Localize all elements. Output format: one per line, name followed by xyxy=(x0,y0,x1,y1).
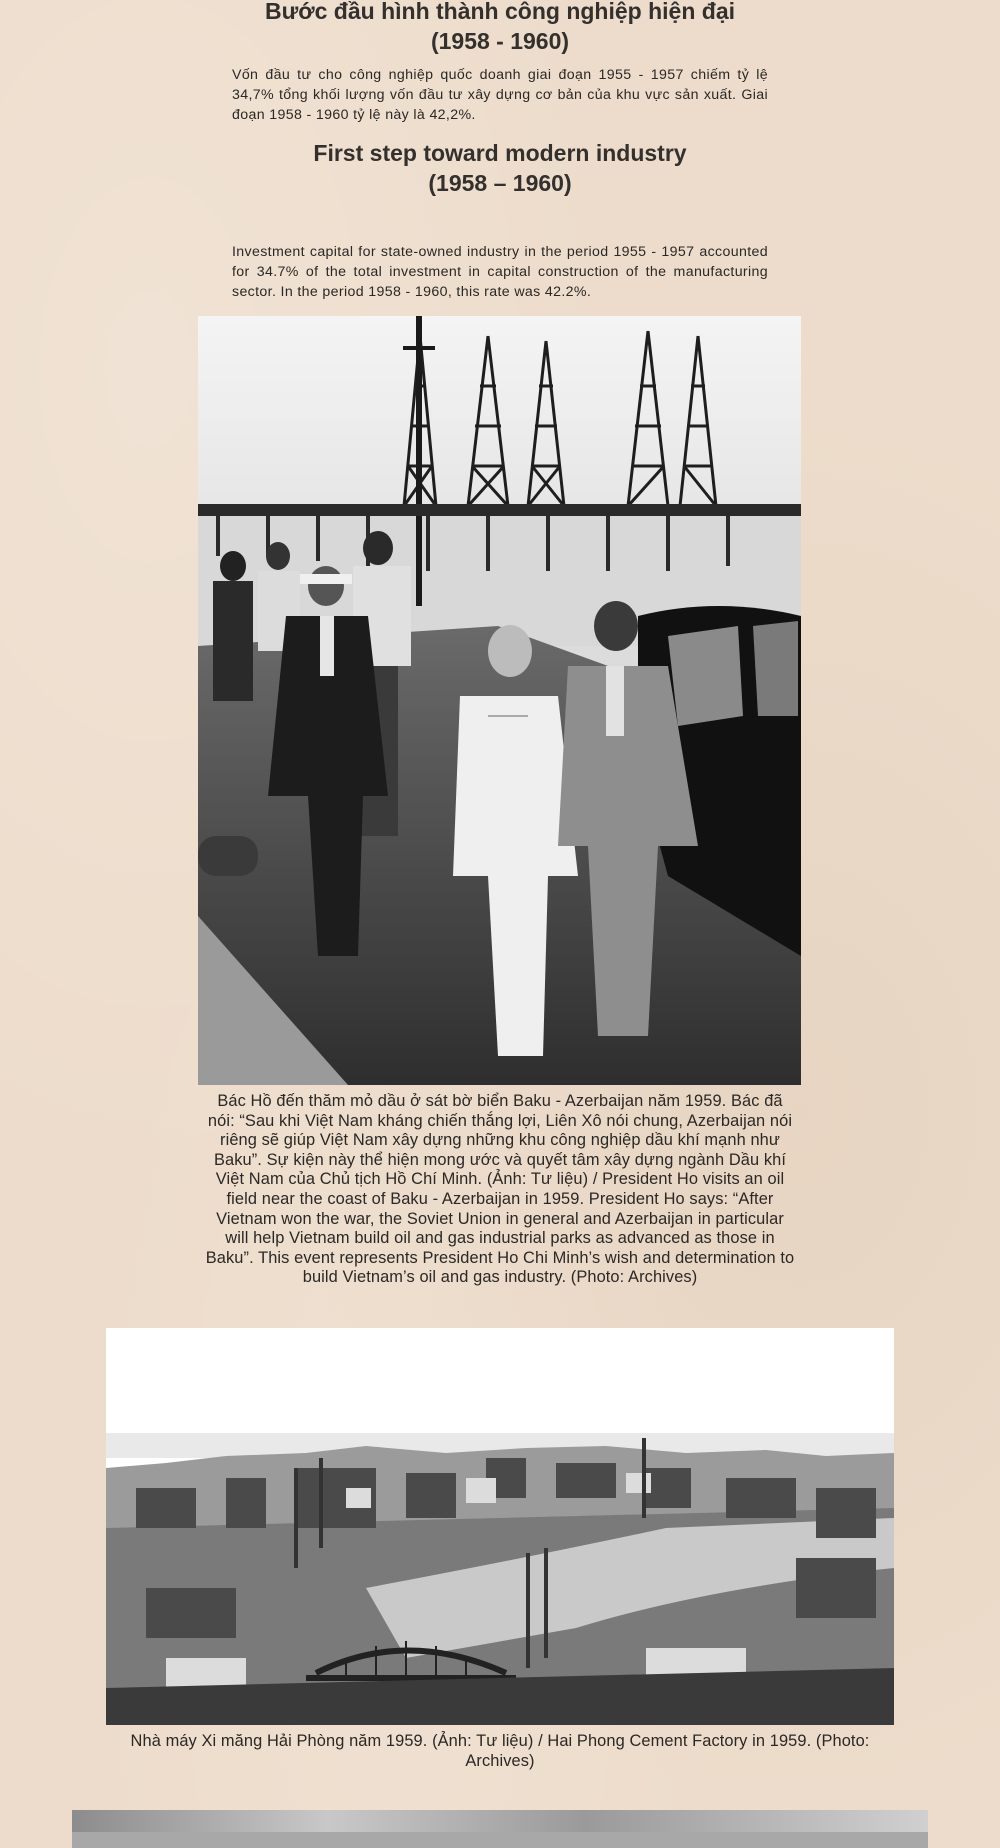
cement-factory-photo xyxy=(106,1328,894,1725)
section-title-en xyxy=(0,138,1000,198)
next-archive-photo xyxy=(72,1810,928,1848)
section-title-vi-line2: (1958 - 1960) xyxy=(430,28,570,54)
baku-photo-caption: Bác Hồ đến thăm mỏ dầu ở sát bờ biển Baku - Azerbaijan năm 1959. Bác đã nói: “Sau khi Việt Nam kháng chiến thắng lợi, Liên Xô nói chung, Azerbaijan nói riêng sẽ giúp Việt Nam xây dựng những khu công nghiệp dầu khí mạnh như Baku”. Sự kiện này thể hiện mong ước và quyết tâm xây dựng ngành Dầu khí Việt Nam của Chủ tịch Hồ Chí Minh. (Ảnh: Tư liệu) / President Ho visits an oil field near the coast of Baku - Azerbaijan in 1959. President Ho says: “After Vietnam won the war, the Soviet Union in general and Azerbaijan in particular will help Vietnam build oil and gas industrial parks as advanced as those in Baku”. This event represents President Ho Chi Minh’s wish and determination to build Vietnam’s oil and gas industry. (Photo: Archives) xyxy=(205,1092,795,1287)
baku-photo-illustration xyxy=(198,316,801,1085)
section-paragraph-en: Investment capital for state-owned industry in the period 1955 - 1957 accounted for 34.7% of the total investment in capital construction of the manufacturing sector. In the period 1958 - 1960, this rate was 42.2%. xyxy=(232,244,768,300)
section-title-vi-line1: Bước đầu hình thành công nghiệp hiện đại xyxy=(265,0,735,24)
section-title-en-line1: First step toward modern industry xyxy=(313,140,687,166)
section-title-en-line2: (1958 – 1960) xyxy=(428,170,572,196)
cement-photo-caption: Nhà máy Xi măng Hải Phòng năm 1959. (Ảnh: Tư liệu) / Hai Phong Cement Factory in 1959. (Photo: Archives) xyxy=(130,1732,870,1770)
section-paragraph-vi: Vốn đầu tư cho công nghiệp quốc doanh giai đoạn 1955 - 1957 chiếm tỷ lệ 34,7% tổng khối lượng vốn đầu tư xây dựng cơ bản của khu vực sản xuất. Giai đoạn 1958 - 1960 tỷ lệ này là 42,2%. xyxy=(232,67,768,123)
next-archive-photo-illustration xyxy=(72,1810,928,1848)
cement-factory-illustration xyxy=(106,1328,894,1725)
baku-oil-field-photo xyxy=(198,316,801,1085)
section-title-vi xyxy=(0,0,1000,56)
